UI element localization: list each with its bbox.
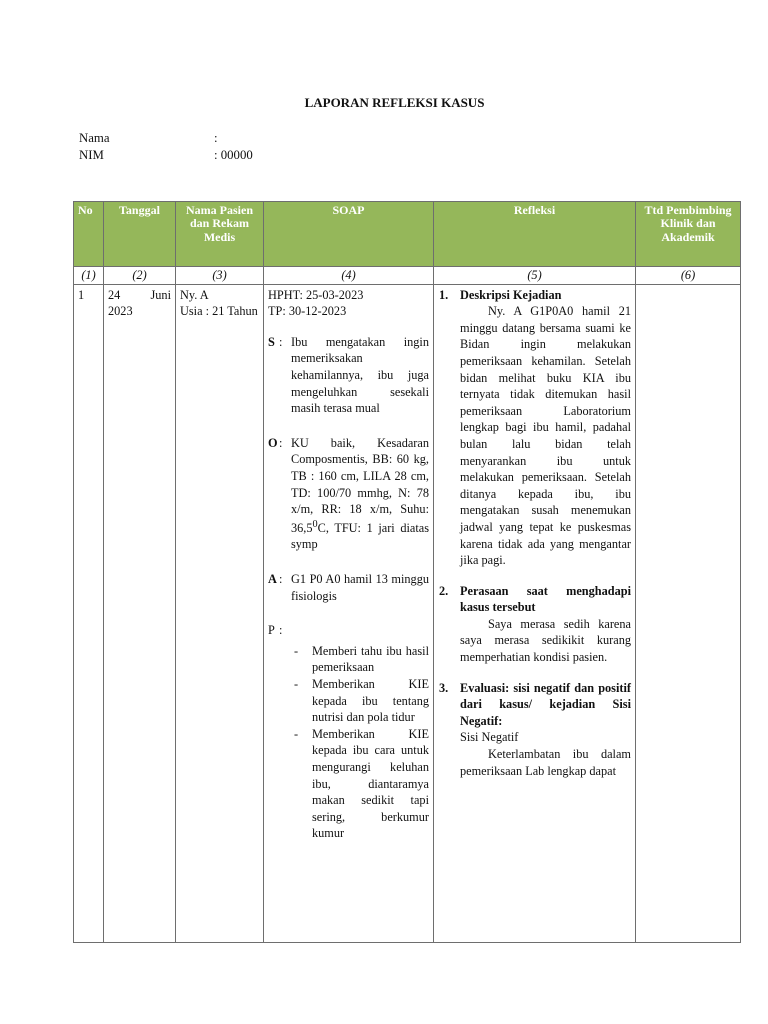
column-number: (6) — [636, 267, 741, 285]
tp-text: TP: 30-12-2023 — [268, 304, 347, 319]
soap-p: P : — [268, 623, 283, 638]
meta-row-nim — [79, 147, 253, 164]
cell-no: 1 — [74, 284, 104, 942]
item-heading: Deskripsi Kejadian — [460, 287, 562, 302]
item-text: Ny. A G1P0A0 hamil 21 minggu datang bersama suami ke Bidan ingin melakukan pemeriksaan kehamilan. Setelah bidan melihat buku KIA ibu ternyata tidak ditemukan hasil pemeriksaan Laboratorium lengkap bagi ibu hamil, padahal bulan lalu bidan telah menyarankan ibu untuk melakukan pemeriksaan. Setelah ditanya kepada ibu, ibu mengatakan susah menemukan jadwal yang tepat ke puskesmas karena tidak ada yang mengantar jika pagi. — [460, 304, 631, 568]
col-header-no: No — [74, 202, 104, 267]
soap-o: O : KU baik, Kesadaran Composmentis, BB: 60 kg, TB : 160 cm, LILA 28 cm, TD: 100/70 mmhg, N: 78 x/m, RR: 18 x/m, Suhu: 36,5$^0$C, TFU: 1 jari diatas symp — [268, 435, 429, 552]
plan-list — [294, 643, 429, 842]
list-item: - Memberi tahu ibu hasil pemeriksaan — [294, 643, 429, 676]
item-number: 1. — [439, 287, 449, 302]
column-number: (4) — [264, 267, 434, 285]
cell-soap — [264, 284, 434, 942]
patient-name: Ny. A — [180, 287, 209, 302]
cell-nama — [176, 284, 264, 942]
col-header-refleksi: Refleksi — [434, 202, 636, 267]
reflection-list — [438, 287, 631, 780]
item-text: Keterlambatan ibu dalam pemeriksaan Lab lengkap dapat — [460, 747, 631, 778]
degree-sup: 0 — [312, 518, 318, 530]
reflection-table — [73, 201, 741, 943]
list-item: - Memberikan KIE kepada ibu tentang nutrisi dan pola tidur — [294, 676, 429, 726]
reflection-item — [438, 287, 631, 569]
soap-key: O — [268, 435, 278, 450]
report-title: LAPORAN REFLEKSI KASUS — [304, 95, 485, 110]
soap-o-text-2: C, TFU: 1 jari diatas symp — [291, 520, 429, 552]
cell-ttd — [636, 284, 741, 942]
column-number-row — [74, 267, 741, 285]
item-subheading: Sisi Negatif — [460, 730, 519, 745]
item-heading: Perasaan saat menghadapi kasus tersebut — [460, 583, 631, 615]
meta-value: : — [214, 131, 218, 145]
item-heading: Evaluasi: sisi negatif dan positif dari kasus/ kejadian Sisi Negatif: — [460, 680, 631, 728]
list-item: - Memberikan KIE kepada ibu cara untuk mengurangi keluhan ibu, diantaramya makan sedikit tapi sering, berkumur kumur — [294, 726, 429, 842]
header-row — [74, 202, 741, 267]
column-number: (1) — [74, 267, 104, 285]
soap-o-text-1: KU baik, Kesadaran Composmentis, BB: 60 kg, TB : 160 cm, LILA 28 cm, TD: 100/70 mmhg, N: 78 x/m, RR: 18 x/m, Suhu: 36,5 — [291, 435, 429, 535]
column-number: (3) — [176, 267, 264, 285]
soap-key: A — [268, 572, 277, 586]
column-number: (5) — [434, 267, 636, 285]
soap-a-text: G1 P0 A0 hamil 13 minggu fisiologis — [291, 572, 429, 603]
cell-refleksi — [434, 284, 636, 942]
table-row — [74, 284, 741, 942]
item-number: 3. — [439, 680, 449, 695]
soap-s: S : Ibu mengatakan ingin memeriksakan kehamilannya, ibu juga mengeluhkan sesekali masih terasa mual — [268, 334, 429, 416]
column-number: (2) — [104, 267, 176, 285]
soap-key: P — [268, 623, 275, 638]
soap-key: S — [268, 334, 275, 349]
col-header-ttd: Ttd Pembimbing Klinik dan Akademik — [636, 202, 741, 267]
soap-o-text — [291, 435, 429, 553]
reflection-item — [438, 680, 631, 780]
meta-label: Nama — [79, 131, 110, 145]
col-header-tanggal: Tanggal — [104, 202, 176, 267]
hpht-text: HPHT: 25-03-2023 — [268, 287, 364, 302]
soap-s-text: Ibu mengatakan ingin memeriksakan kehamilannya, ibu juga mengeluhkan sesekali masih terasa mual — [291, 334, 429, 416]
meta-row-nama — [79, 130, 218, 147]
cell-tanggal: 24 Juni 2023 — [104, 284, 176, 942]
col-header-soap: SOAP — [264, 202, 434, 267]
item-text: Saya merasa sedih karena saya merasa sedikikit kurang memperhatian kondisi pasien. — [460, 616, 631, 665]
meta-value: : 00000 — [214, 148, 253, 162]
patient-age: Usia : 21 Tahun — [180, 304, 258, 319]
meta-label: NIM — [79, 148, 104, 162]
reflection-item — [438, 583, 631, 666]
col-header-nama: Nama Pasien dan Rekam Medis — [176, 202, 264, 267]
item-number: 2. — [439, 583, 449, 598]
soap-a: A : G1 P0 A0 hamil 13 minggu fisiologis — [268, 572, 429, 603]
